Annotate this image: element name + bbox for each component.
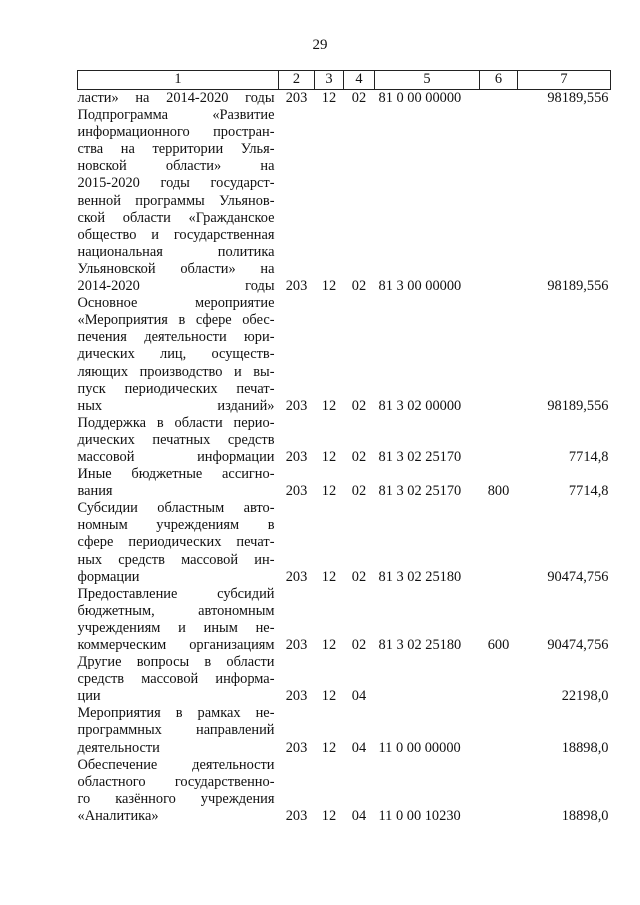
row-name-line: ляющих производство и вы-: [77, 363, 275, 380]
row-amount: 98189,556: [547, 278, 609, 295]
row-code-3: 12: [321, 688, 337, 705]
row-code-3: 12: [321, 397, 337, 414]
row-amount: 7714,8: [568, 448, 609, 465]
row-name-line: номным учреждениям в: [77, 517, 275, 534]
row-code-3: 12: [321, 568, 337, 585]
row-code-3: 12: [321, 739, 337, 756]
row-name-line: общество и государственная: [77, 226, 275, 243]
row-name-line: дических лиц, осуществ-: [77, 346, 275, 363]
row-code-5: 81 3 00 00000: [378, 278, 462, 295]
row-code-6: [480, 757, 518, 825]
table-row: [78, 705, 611, 756]
budget-table: [77, 70, 611, 825]
table-row: [78, 466, 611, 500]
row-code-3: 12: [321, 90, 337, 106]
row-name: [78, 90, 279, 108]
table-row: [78, 107, 611, 295]
row-name-line: Основное мероприятие: [77, 295, 275, 312]
row-name: [78, 757, 279, 825]
row-code-6: [480, 107, 518, 295]
row-code-3: 12: [321, 448, 337, 465]
row-code-6: [480, 705, 518, 756]
row-code-3: 12: [321, 807, 337, 824]
row-name-line: ных средств массовой ин-: [77, 551, 275, 568]
row-amount: 98189,556: [547, 90, 609, 106]
row-name-line: учреждениям и иным не-: [77, 619, 275, 636]
row-code-4: 02: [351, 637, 367, 653]
row-code-5: 81 0 00 00000: [378, 90, 462, 106]
row-code-5: 81 3 02 25180: [378, 568, 462, 585]
row-name-line: национальная политика: [77, 243, 275, 260]
row-name-line: печения деятельности юри-: [77, 329, 275, 346]
row-name-line: новской области» на: [77, 158, 275, 175]
row-code-2: 203: [285, 688, 308, 705]
row-code-5: 81 3 02 00000: [378, 397, 462, 414]
row-name-line: ласти» на 2014-2020 годы: [77, 90, 275, 106]
row-name-line: ции: [77, 688, 101, 705]
row-amount: 22198,0: [561, 688, 609, 705]
row-code-2: 203: [285, 448, 308, 465]
row-name-line: областного государственно-: [77, 773, 275, 790]
row-code-2: 203: [285, 397, 308, 414]
row-name-line: «Мероприятия в сфере обес-: [77, 312, 275, 329]
row-amount: 90474,756: [547, 637, 609, 653]
row-name-line: коммерческим организациям: [77, 637, 275, 653]
table-row: [78, 295, 611, 415]
table-row: [78, 757, 611, 825]
row-code-5: [375, 654, 480, 705]
row-name-line: Поддержка в области перио-: [77, 414, 275, 431]
row-name: [78, 705, 279, 756]
row-code-2: 203: [285, 637, 308, 653]
row-name: [78, 415, 279, 466]
row-name: [78, 466, 279, 500]
row-name-line: го казённого учреждения: [77, 790, 275, 807]
row-amount: 98189,556: [547, 397, 609, 414]
row-code-6: [480, 90, 518, 108]
column-header-1: 1: [78, 71, 279, 90]
row-name-line: венной программы Ульянов-: [77, 192, 275, 209]
row-code-5: 11 0 00 00000: [378, 739, 461, 756]
row-code-2: 203: [285, 807, 308, 824]
row-name-line: ской области «Гражданское: [77, 209, 275, 226]
row-code-5: 11 0 00 10230: [378, 807, 461, 824]
table-row: [78, 90, 611, 108]
column-header-5: 5: [375, 71, 480, 90]
row-code-6: [480, 295, 518, 415]
row-name-line: Ульяновской области» на: [77, 260, 275, 277]
row-name-line: Субсидии областным авто-: [77, 500, 275, 517]
row-code-5: 81 3 02 25170: [378, 483, 462, 500]
row-name: [78, 107, 279, 295]
row-name-line: формации: [77, 568, 140, 585]
row-code-4: 02: [351, 568, 367, 585]
row-name-line: Иные бюджетные ассигно-: [77, 466, 275, 483]
row-name-line: Мероприятия в рамках не-: [77, 705, 275, 722]
row-code-4: 02: [351, 278, 367, 295]
row-amount: 90474,756: [547, 568, 609, 585]
row-name-line: бюджетным, автономным: [77, 602, 275, 619]
row-name-line: ных изданий»: [77, 397, 275, 414]
column-header-6: 6: [480, 71, 518, 90]
row-name: [78, 654, 279, 705]
page-number: 29: [312, 37, 328, 53]
row-name-line: Предоставление субсидий: [77, 585, 275, 602]
table-row: [78, 415, 611, 466]
row-name-line: «Аналитика»: [77, 807, 159, 824]
row-code-6: 800: [487, 483, 510, 500]
row-code-3: 12: [321, 637, 337, 653]
row-name-line: деятельности: [77, 739, 160, 756]
row-code-6: [480, 415, 518, 466]
table-header-row: [78, 71, 611, 90]
row-code-2: 203: [285, 278, 308, 295]
row-name-line: Обеспечение деятельности: [77, 756, 275, 773]
row-code-6: 600: [487, 637, 510, 653]
row-name-line: вания: [77, 483, 113, 500]
row-name-line: массовой информации: [77, 448, 275, 465]
row-code-4: 04: [351, 807, 367, 824]
column-header-2: 2: [279, 71, 315, 90]
row-amount: 18898,0: [561, 739, 609, 756]
row-code-4: 02: [351, 90, 367, 106]
column-header-3: 3: [315, 71, 344, 90]
row-code-3: 12: [321, 483, 337, 500]
row-code-4: 04: [351, 688, 367, 705]
row-amount: 18898,0: [561, 807, 609, 824]
row-name-line: программных направлений: [77, 722, 275, 739]
row-name-line: 2014-2020 годы: [77, 278, 275, 295]
row-name-line: Подпрограмма «Развитие: [77, 107, 275, 124]
row-code-4: 02: [351, 397, 367, 414]
row-code-2: 203: [285, 568, 308, 585]
row-code-3: 12: [321, 278, 337, 295]
row-name-line: дических печатных средств: [77, 431, 275, 448]
row-name: [78, 586, 279, 654]
row-code-4: 02: [351, 483, 367, 500]
row-name: [78, 500, 279, 585]
row-code-2: 203: [285, 90, 308, 106]
row-name: [78, 295, 279, 415]
table-row: [78, 586, 611, 654]
column-header-7: 7: [518, 71, 611, 90]
row-code-2: 203: [285, 483, 308, 500]
row-name-line: пуск периодических печат-: [77, 380, 275, 397]
row-code-6: [480, 500, 518, 585]
row-name-line: сфере периодических печат-: [77, 534, 275, 551]
table-body: [78, 90, 611, 826]
row-name-line: 2015-2020 годы государст-: [77, 175, 275, 192]
row-code-4: 04: [351, 739, 367, 756]
row-name-line: Другие вопросы в области: [77, 654, 275, 671]
row-code-5: 81 3 02 25180: [378, 637, 462, 653]
column-header-4: 4: [344, 71, 375, 90]
row-code-2: 203: [285, 739, 308, 756]
row-name-line: информационного простран-: [77, 124, 275, 141]
table-row: [78, 500, 611, 585]
row-code-6: [480, 654, 518, 705]
row-code-4: 02: [351, 448, 367, 465]
table-row: [78, 654, 611, 705]
row-name-line: ства на территории Улья-: [77, 141, 275, 158]
row-amount: 7714,8: [568, 483, 609, 500]
row-code-5: 81 3 02 25170: [378, 448, 462, 465]
row-name-line: средств массовой информа-: [77, 671, 275, 688]
